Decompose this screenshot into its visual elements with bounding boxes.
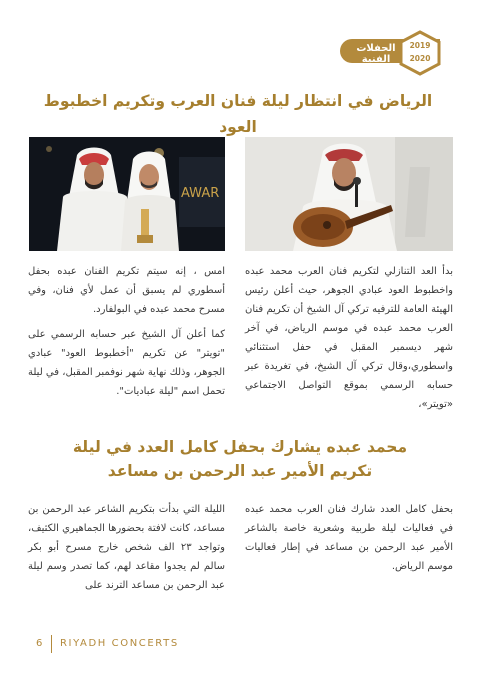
article2-paragraph: الليلة التي بدأت بتكريم الشاعر عبد الرحمن بن مساعد، كانت لافتة بحضورها الجماهيري الكثيف، وتواجد ٢٣ الف شخص خارج مسرح أبو بكر سالم لم يجدوا مقاعد لهم، كما تصدر وسم ليلة عبد الرحمن بن مساعد الترند على	[28, 504, 225, 591]
article1-paragraph: بدأ العد التنازلي لتكريم فنان العرب محمد عبده واخطبوط العود عبادي الجوهر، حيث أعلن رئيس الهيئة العامة للترفيه تركي آل الشيخ أن تكريم فنان العرب محمد عبده في موسم الرياض، في آخر شهر ديسمبر المقبل في حفل استثنائي واسطوري،وقال تركي آل الشيخ، في تغريدة عبر حسابه الرسمي بموقع التواصل الاجتماعي «تويتر»،	[245, 266, 453, 410]
page-number: 6	[36, 638, 43, 649]
season-years	[406, 39, 434, 65]
article2-paragraph: بحفل كامل العدد شارك فنان العرب محمد عبده في فعاليات ليلة طربية وشعرية خاصة بالشاعر الأمير عبد الرحمن بن مساعد في إطار فعاليات موسم الرياض.	[245, 504, 453, 572]
footer-section-label: RIYADH CONCERTS	[60, 638, 179, 649]
section-label: الحفلات الفنية	[356, 43, 396, 65]
article2-title-line1: محمد عبده يشارك بحفل كامل العدد في ليلة	[72, 438, 408, 456]
oud-player-photo	[245, 137, 453, 251]
svg-text:AWAR: AWAR	[181, 186, 220, 201]
article1-paragraph: امس ، إنه سيتم تكريم الفنان عبده بحفل أسطوري لم يسبق أن عمل لأي فنان، وفي مسرح محمد عبده في البولفارد.	[28, 266, 225, 315]
article2-left-column	[28, 500, 225, 601]
article2-title-line2: تكريم الأمير عبد الرحمن بن مساعد	[107, 462, 373, 480]
award-ceremony-illustration	[29, 137, 225, 251]
footer-divider	[51, 635, 52, 653]
article1-paragraph: كما أعلن آل الشيخ عبر حسابه الرسمي على "تويتر" عن تكريم "أخطبوط العود" عبادي الجوهر، وذلك نهاية شهر نوفمبر المقبل، في ليلة تحمل اسم "ليلة عباديات".	[28, 329, 225, 397]
oud-player-illustration	[245, 137, 453, 251]
article1-title: الرياض في انتظار ليلة فنان العرب وتكريم اخطبوط العود	[43, 92, 433, 136]
article1-left-column	[28, 262, 225, 407]
article1-right-column	[245, 262, 453, 420]
year-top: 2019	[409, 41, 431, 50]
article2-right-column	[245, 500, 453, 582]
article2-title	[60, 435, 420, 483]
award-ceremony-photo	[29, 137, 225, 251]
year-bottom: 2020	[409, 54, 431, 63]
